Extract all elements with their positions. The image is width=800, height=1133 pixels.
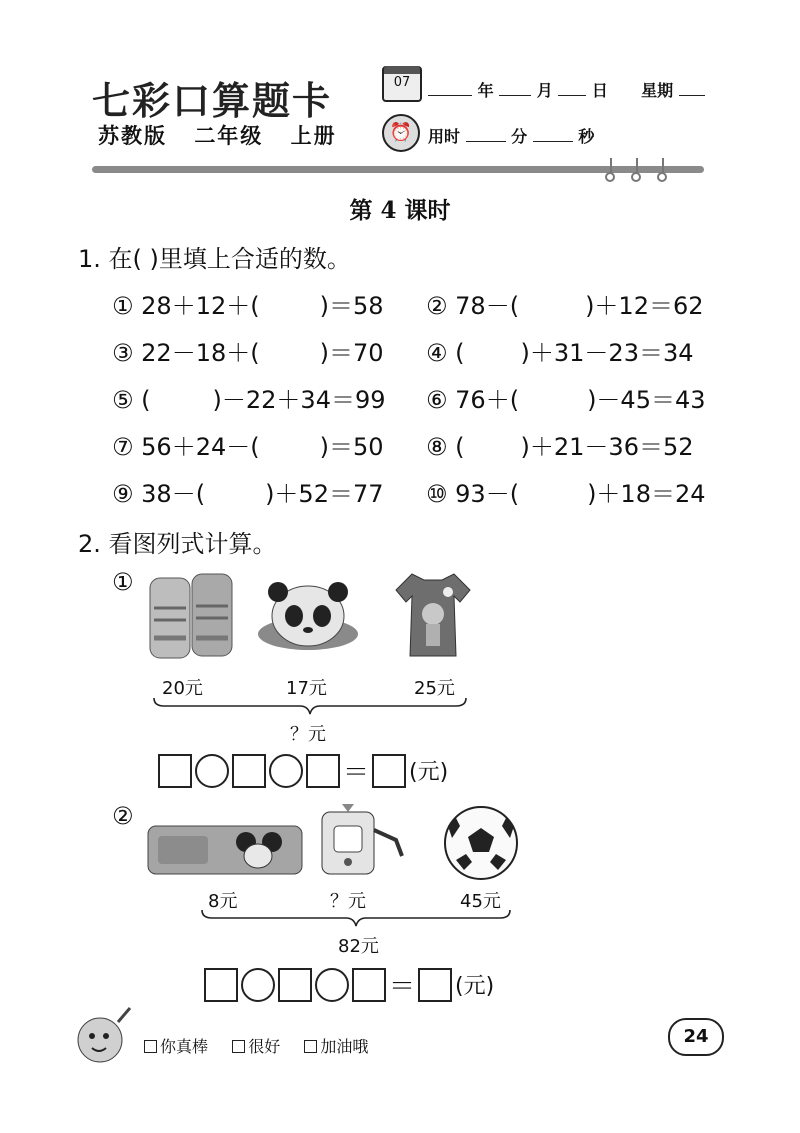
edition-volume: 上册: [290, 124, 337, 148]
answer-box[interactable]: [232, 754, 266, 788]
rating-keep-going[interactable]: 加油哦: [304, 1037, 368, 1056]
equation-5: ⑤ ( )－22＋34＝99: [112, 386, 386, 414]
checkbox-icon: [232, 1040, 245, 1053]
question-2-title: 2. 看图列式计算。: [78, 530, 277, 558]
minute-label: 分: [511, 127, 528, 146]
equation-7: ⑦ 56＋24－( )＝50: [112, 433, 384, 461]
answer-box[interactable]: [204, 968, 238, 1002]
equation-2: ② 78－( )＋12＝62: [426, 292, 704, 320]
rating-good[interactable]: 很好: [232, 1037, 280, 1056]
price-label: 8元: [208, 891, 238, 912]
price-label: 45元: [460, 891, 501, 912]
answer-box[interactable]: [158, 754, 192, 788]
checkbox-icon: [304, 1040, 317, 1053]
time-fill-line: [428, 124, 594, 147]
panda-hat-icon: [256, 572, 360, 656]
month-label: 月: [536, 81, 553, 100]
equation-3: ③ 22－18＋( )＝70: [112, 339, 384, 367]
rating-great[interactable]: 你真棒: [144, 1037, 208, 1056]
answer-box[interactable]: [278, 968, 312, 1002]
total-brace: [152, 696, 468, 716]
rating-options: [144, 1034, 368, 1057]
total-brace: [200, 908, 512, 928]
pencil-case-icon: [146, 820, 306, 880]
calendar-icon: 07: [382, 66, 422, 102]
price-label: 17元: [286, 678, 327, 699]
page-number: 24: [668, 1018, 724, 1056]
edition-grade: 二年级: [194, 124, 264, 148]
answer-formula-1: ＝ (元): [158, 752, 451, 789]
answer-formula-2: ＝ (元): [204, 966, 497, 1003]
year-label: 年: [477, 81, 494, 100]
operator-circle[interactable]: [269, 754, 303, 788]
question-1-title: 1. 在( )里填上合适的数。: [78, 245, 351, 273]
operator-circle[interactable]: [315, 968, 349, 1002]
divider-pin-ring: [605, 172, 615, 182]
equation-9: ⑨ 38－( )＋52＝77: [112, 480, 384, 508]
edition-publisher: 苏教版: [98, 124, 167, 148]
result-box[interactable]: [372, 754, 406, 788]
weekday-label: 星期: [641, 81, 674, 100]
date-fill-line: [428, 78, 705, 101]
part-1-number: ①: [112, 568, 134, 596]
day-label: 日: [591, 81, 608, 100]
equation-1: ① 28＋12＋( )＝58: [112, 292, 384, 320]
price-label: 20元: [162, 678, 203, 699]
soccer-ball-icon: [442, 804, 520, 882]
time-used-label: 用时: [428, 127, 461, 146]
t-shirt-icon: [392, 568, 474, 660]
mascot-icon: [72, 1004, 134, 1068]
answer-box[interactable]: [352, 968, 386, 1002]
total-label: ？元: [290, 724, 326, 745]
result-box[interactable]: [418, 968, 452, 1002]
equation-10: ⑩ 93－( )＋18＝24: [426, 480, 706, 508]
second-label: 秒: [578, 127, 595, 146]
operator-circle[interactable]: [241, 968, 275, 1002]
equation-8: ⑧ ( )＋21－36＝52: [426, 433, 694, 461]
brand-title: 七彩口算题卡: [92, 78, 333, 123]
alarm-clock-icon: ⏰: [382, 114, 420, 152]
equation-4: ④ ( )＋31－23＝34: [426, 339, 694, 367]
gloves-icon: [146, 568, 240, 668]
price-label: 25元: [414, 678, 455, 699]
answer-box[interactable]: [306, 754, 340, 788]
total-label: 82元: [338, 936, 379, 957]
equation-6: ⑥ 76＋( )－45＝43: [426, 386, 706, 414]
pencil-sharpener-icon: [316, 800, 408, 878]
divider-pin-ring: [657, 172, 667, 182]
divider-pin-ring: [631, 172, 641, 182]
part-2-number: ②: [112, 802, 134, 830]
edition-line: [98, 120, 355, 150]
checkbox-icon: [144, 1040, 157, 1053]
lesson-title: 第 4 课时: [349, 197, 451, 224]
price-label: ？元: [330, 891, 366, 912]
operator-circle[interactable]: [195, 754, 229, 788]
